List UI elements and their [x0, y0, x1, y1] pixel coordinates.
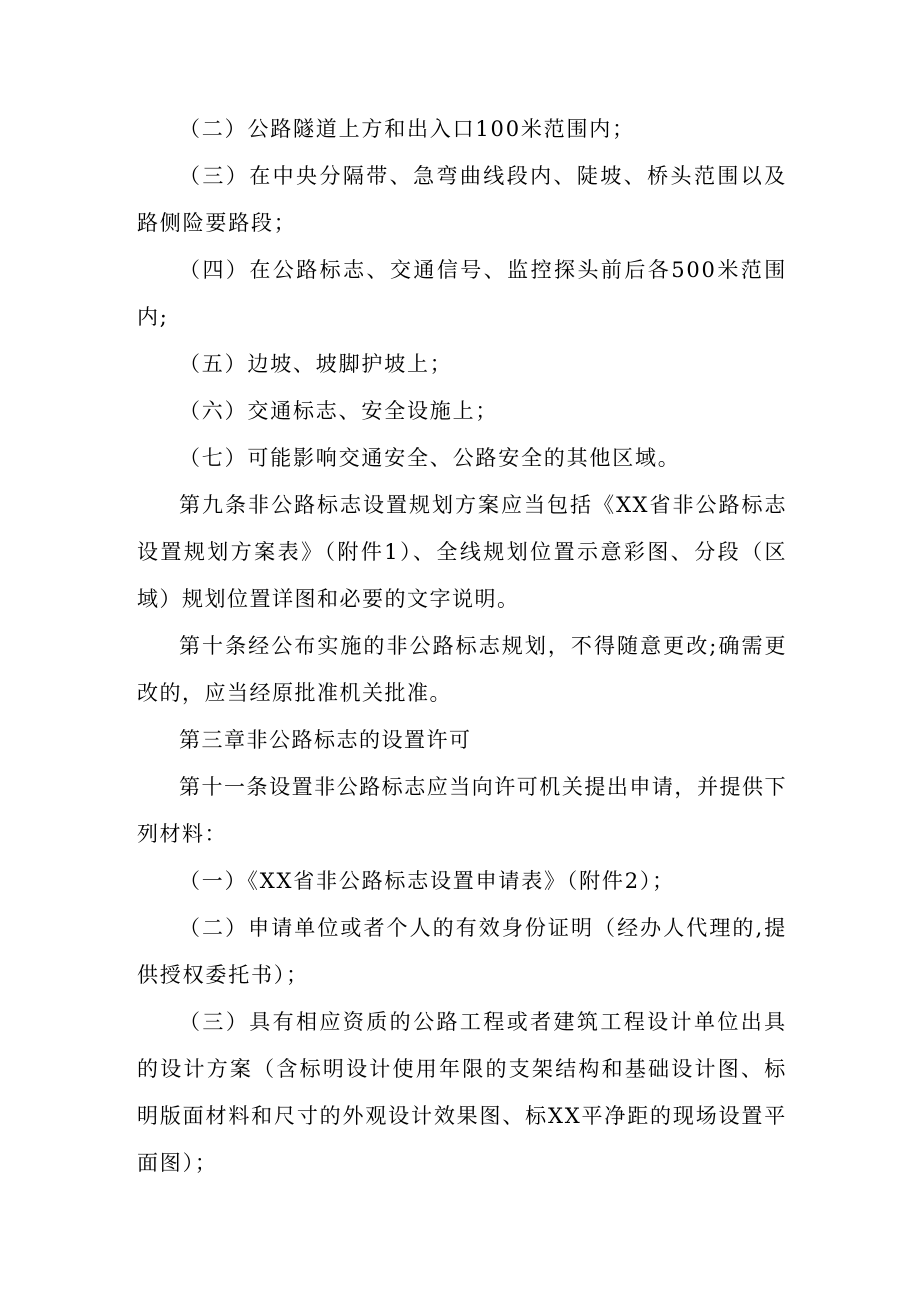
paragraph-item-5: （五）边坡、坡脚护坡上； — [179, 352, 453, 376]
paragraph-article-11: 第十一条设置非公路标志应当向许可机关提出申请，并提供下列材料： — [137, 775, 787, 846]
paragraph-material-1: （一）《XX省非公路标志设置申请表》（附件2）； — [179, 869, 675, 893]
paragraph-item-3: （三）在中央分隔带、急弯曲线段内、陡坡、桥头范围以及路侧险要路段； — [137, 164, 787, 235]
paragraph-material-2: （二）申请单位或者个人的有效身份证明（经办人代理的,提供授权委托书）； — [137, 916, 787, 987]
paragraph-material-3: （三）具有相应资质的公路工程或者建筑工程设计单位出具的设计方案（含标明设计使用年限的支架结构和基础设计图、标明版面材料和尺寸的外观设计效果图、标XX平净距的现场设置平面图）； — [137, 1010, 787, 1175]
paragraph-item-2: （二）公路隧道上方和出入口100米范围内； — [179, 117, 635, 141]
chapter-heading: 第三章非公路标志的设置许可 — [179, 728, 472, 752]
paragraph-article-10: 第十条经公布实施的非公路标志规划，不得随意更改;确需更改的，应当经原批准机关批准。 — [137, 634, 787, 705]
paragraph-article-9: 第九条非公路标志设置规划方案应当包括《XX省非公路标志设置规划方案表》（附件1）、全线规划位置示意彩图、分段（区域）规划位置详图和必要的文字说明。 — [137, 493, 787, 611]
document-body — [137, 106, 787, 1187]
paragraph-item-6: （六）交通标志、安全设施上； — [179, 399, 499, 423]
paragraph-item-7: （七）可能影响交通安全、公路安全的其他区域。 — [179, 446, 681, 470]
paragraph-item-4: （四）在公路标志、交通信号、监控探头前后各500米范围内; — [137, 258, 787, 329]
